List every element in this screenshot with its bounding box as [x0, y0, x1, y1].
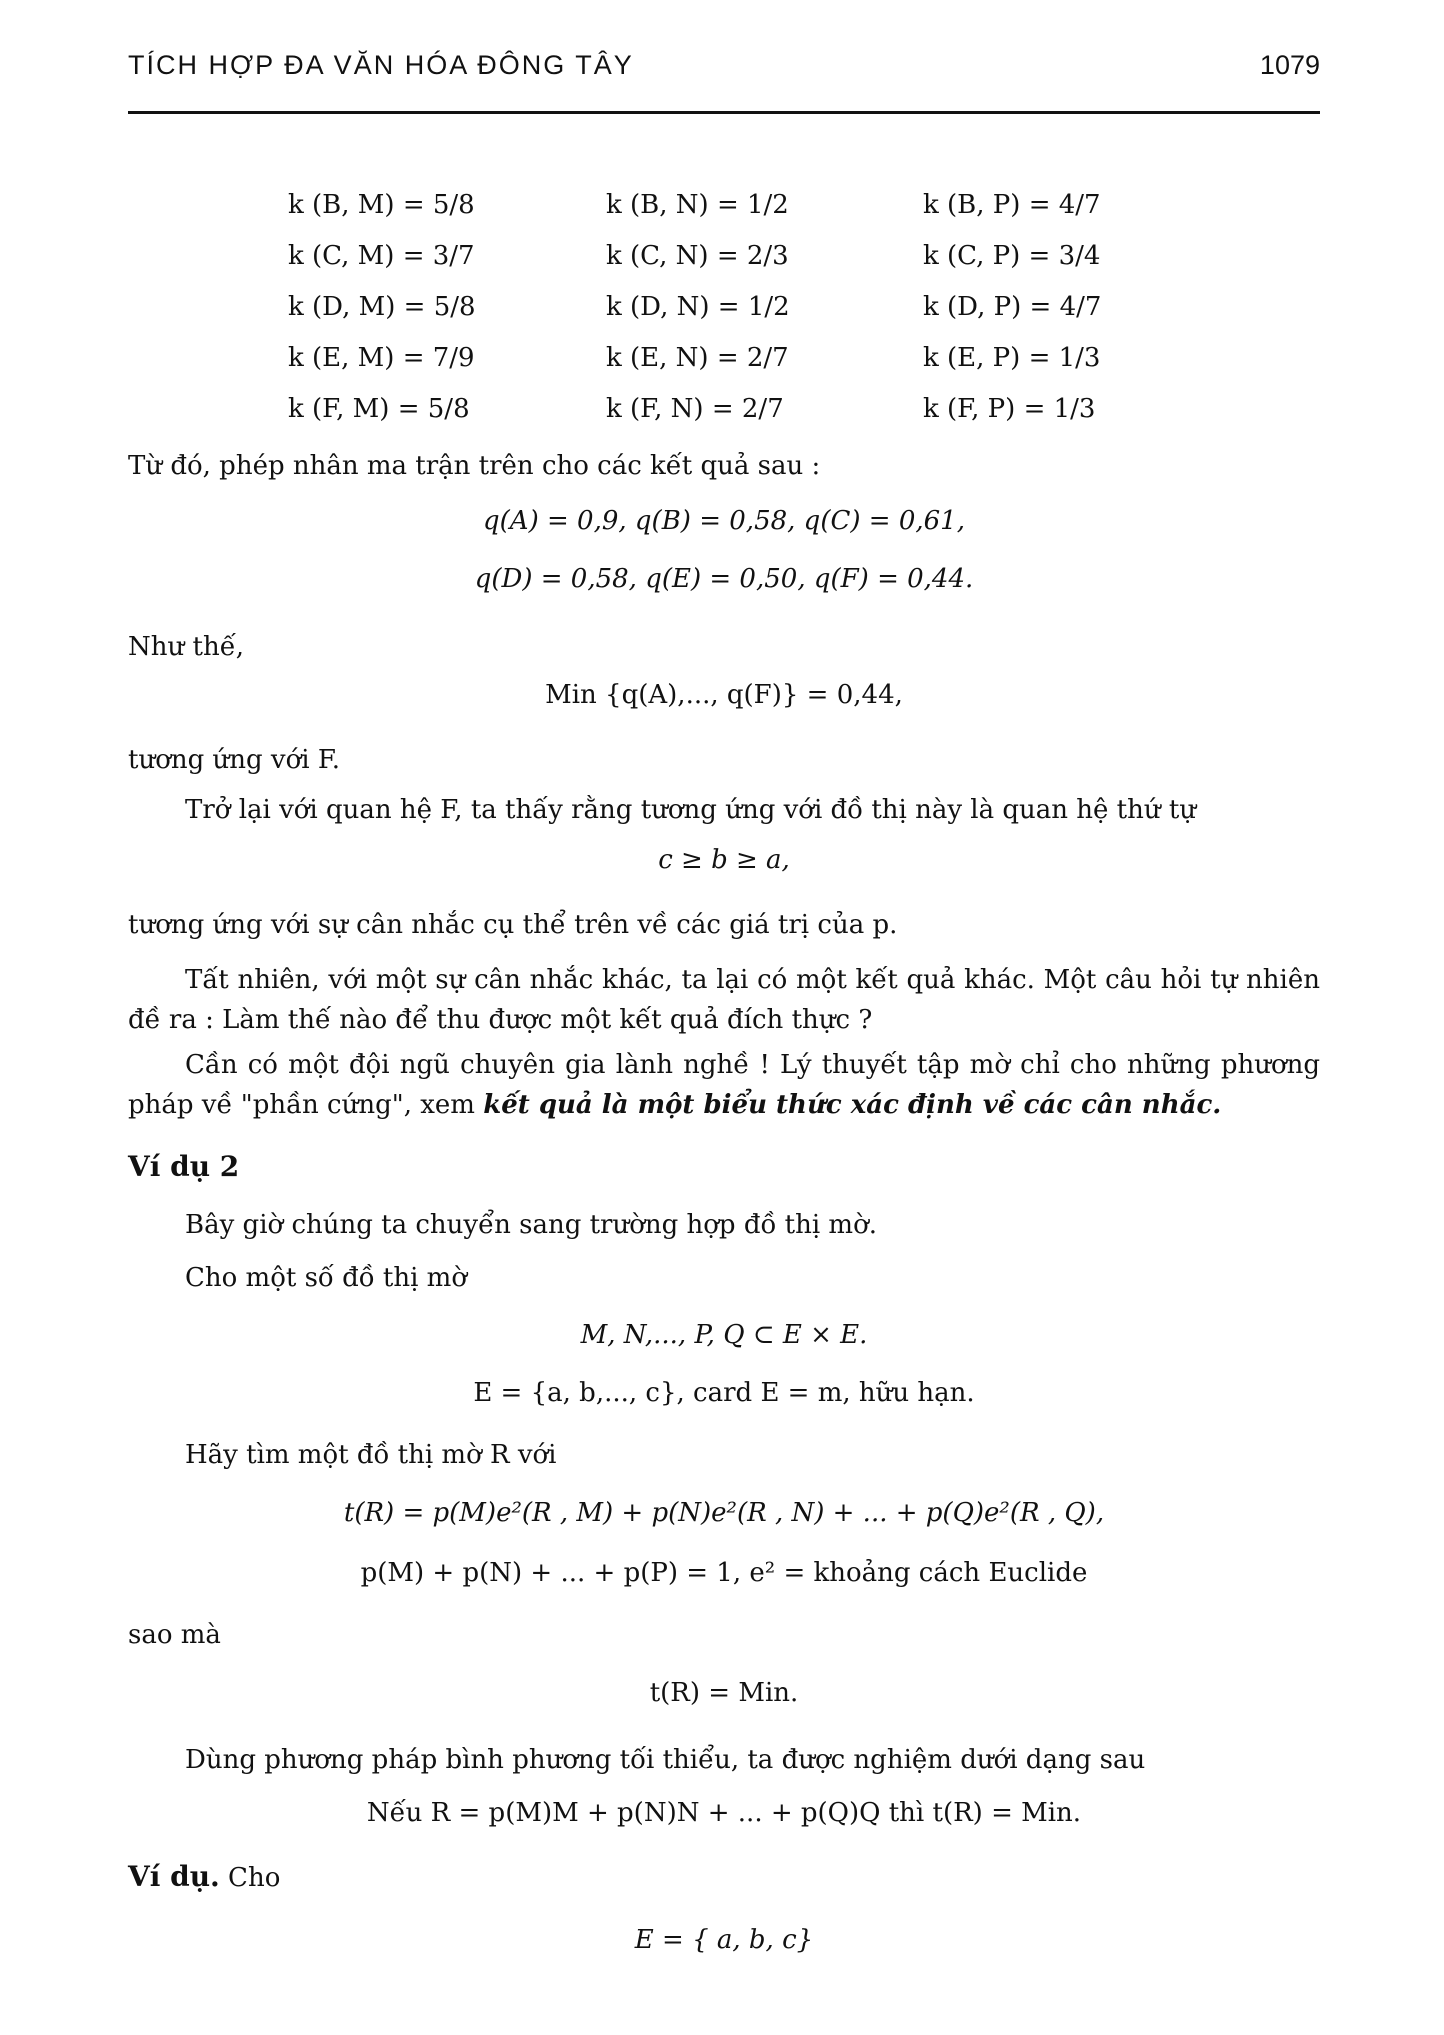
paragraph-other-weighting: Tất nhiên, với một sự cân nhắc khác, ta lại có một kết quả khác. Một câu hỏi tự nhiên đề ra : Làm thế nào để thu được một kết quả đích thực ? — [128, 965, 1320, 1035]
equation-q-values-1: q(A) = 0,9, q(B) = 0,58, q(C) = 0,61, — [483, 506, 965, 536]
equation-t-r: t(R) = p(M)e²(R , M) + p(N)e²(R , N) + ... + p(Q)e²(R , Q), — [343, 1498, 1105, 1528]
coefficient-cell: k (E, P) = 1/3 — [923, 343, 1101, 373]
coefficient-row — [288, 241, 1188, 292]
coefficient-row — [288, 394, 1188, 445]
coefficient-cell: k (F, N) = 2/7 — [606, 394, 784, 424]
coefficient-cell: k (C, M) = 3/7 — [288, 241, 475, 271]
coefficient-cell: k (D, P) = 4/7 — [923, 292, 1102, 322]
coefficient-cell: k (C, N) = 2/3 — [606, 241, 789, 271]
paragraph-given-graphs: Cho một số đồ thị mờ — [185, 1263, 467, 1293]
emphasis-text: kết quả là một biểu thức xác định về các cân nhắc. — [483, 1090, 1222, 1120]
coefficient-table — [288, 190, 1188, 445]
paragraph-expert-team-text: Cần có một đội ngũ chuyên gia lành nghề ! Lý thuyết tập mờ chỉ cho những phương pháp về "phần cứng", xem — [128, 1050, 1320, 1120]
header-rule — [128, 111, 1320, 114]
heading-example: Ví dụ. — [128, 1860, 220, 1893]
coefficient-row — [288, 190, 1188, 241]
coefficient-row — [288, 343, 1188, 394]
equation-graph-set: M, N,..., P, Q ⊂ E × E. — [580, 1320, 868, 1350]
page-header — [128, 50, 1320, 90]
equation-order: c ≥ b ≥ a, — [658, 845, 790, 875]
equation-solution: Nếu R = p(M)M + p(N)N + ... + p(Q)Q thì t(R) = Min. — [366, 1798, 1082, 1828]
paragraph-relation-f: Trở lại với quan hệ F, ta thấy rằng tương ứng với đồ thị này là quan hệ thứ tự — [185, 795, 1197, 825]
paragraph-weights-p: tương ứng với sự cân nhắc cụ thể trên về các giá trị của p. — [128, 910, 898, 940]
coefficient-row — [288, 292, 1188, 343]
equation-q-values-2: q(D) = 0,58, q(E) = 0,50, q(F) = 0,44. — [474, 564, 974, 594]
example-tail: Cho — [219, 1863, 281, 1893]
paragraph-expert-team — [128, 1045, 1320, 1125]
coefficient-cell: k (E, M) = 7/9 — [288, 343, 475, 373]
paragraph-fuzzy-graphs: Bây giờ chúng ta chuyển sang trường hợp đồ thị mờ. — [185, 1210, 877, 1240]
paragraph-nhu-the: Như thế, — [128, 632, 244, 662]
paragraph-such-that: sao mà — [128, 1620, 221, 1650]
example-line — [128, 1857, 280, 1898]
equation-t-min: t(R) = Min. — [649, 1678, 799, 1708]
coefficient-cell: k (B, N) = 1/2 — [606, 190, 789, 220]
coefficient-cell: k (F, M) = 5/8 — [288, 394, 470, 424]
coefficient-cell: k (B, M) = 5/8 — [288, 190, 475, 220]
paragraph-corresponds-f: tương ứng với F. — [128, 745, 341, 775]
running-title: TÍCH HỢP ĐA VĂN HÓA ĐÔNG TÂY — [128, 50, 634, 80]
coefficient-cell: k (B, P) = 4/7 — [923, 190, 1101, 220]
coefficient-cell: k (F, P) = 1/3 — [923, 394, 1096, 424]
heading-example-2: Ví dụ 2 — [128, 1150, 240, 1183]
page-number: 1079 — [1259, 50, 1320, 80]
equation-set-abc: E = { a, b, c} — [634, 1925, 814, 1955]
coefficient-cell: k (E, N) = 2/7 — [606, 343, 789, 373]
coefficient-cell: k (C, P) = 3/4 — [923, 241, 1101, 271]
equation-set-e: E = {a, b,..., c}, card E = m, hữu hạn. — [473, 1378, 975, 1408]
coefficient-cell: k (D, M) = 5/8 — [288, 292, 476, 322]
equation-min-q: Min {q(A),..., q(F)} = 0,44, — [545, 680, 903, 710]
paragraph-result-intro: Từ đó, phép nhân ma trận trên cho các kết quả sau : — [128, 451, 821, 481]
paragraph-least-squares: Dùng phương pháp bình phương tối thiểu, ta được nghiệm dưới dạng sau — [185, 1745, 1146, 1775]
equation-p-sum: p(M) + p(N) + ... + p(P) = 1, e² = khoảng cách Euclide — [360, 1558, 1088, 1588]
coefficient-cell: k (D, N) = 1/2 — [606, 292, 790, 322]
paragraph-find-graph-r: Hãy tìm một đồ thị mờ R với — [185, 1440, 557, 1470]
